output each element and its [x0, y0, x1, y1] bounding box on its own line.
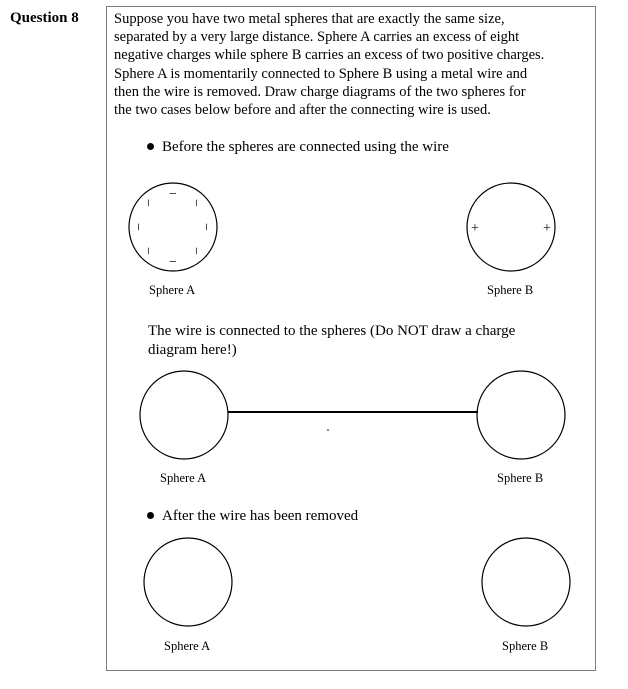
wire-sphere-b-label: Sphere B: [497, 471, 544, 485]
prompt-line: negative charges while sphere B carries an excess of two positive charges.: [114, 47, 545, 64]
sphere-a-charges: [130, 187, 213, 270]
before-sphere-b[interactable]: [467, 183, 555, 271]
question-number: Question 8: [10, 10, 79, 26]
charge-symbol: −: [188, 199, 203, 207]
wire-sphere-a: [140, 371, 228, 459]
wire-instruction-line: diagram here!): [148, 342, 237, 358]
prompt-line: then the wire is removed. Draw charge diagrams of the two spheres for: [114, 83, 526, 100]
after-bullet-text: After the wire has been removed: [162, 508, 359, 524]
before-sphere-a-label: Sphere A: [149, 283, 196, 297]
sphere-b-charges: [471, 221, 551, 236]
after-sphere-b-label: Sphere B: [502, 639, 549, 653]
bullet-icon: [147, 512, 154, 519]
charge-symbol: −: [140, 199, 155, 207]
prompt-line: the two cases below before and after the connecting wire is used.: [114, 102, 491, 119]
charge-symbol: −: [169, 187, 177, 202]
charge-symbol: +: [543, 221, 551, 236]
prompt-line: Suppose you have two metal spheres that are exactly the same size,: [114, 11, 505, 27]
stray-dot: [327, 429, 329, 431]
wire-sphere-b: [477, 371, 565, 459]
prompt-line: Sphere A is momentarily connected to Sphere B using a metal wire and: [114, 65, 528, 82]
charge-symbol: −: [188, 247, 203, 255]
charge-symbol: −: [140, 247, 155, 255]
after-sphere-a[interactable]: [144, 538, 232, 626]
wire-sphere-a-label: Sphere A: [160, 471, 207, 485]
wire-instruction-line: The wire is connected to the spheres (Do NOT draw a charge: [148, 323, 516, 339]
before-bullet-text: Before the spheres are connected using the wire: [162, 139, 449, 155]
charge-symbol: −: [198, 223, 213, 231]
charge-symbol: −: [169, 255, 177, 270]
prompt-line: separated by a very large distance. Sphere A carries an excess of eight: [114, 29, 520, 46]
after-sphere-a-label: Sphere A: [164, 639, 211, 653]
charge-symbol: −: [130, 223, 145, 231]
after-sphere-b[interactable]: [482, 538, 570, 626]
charge-symbol: +: [471, 221, 479, 236]
before-sphere-b-label: Sphere B: [487, 283, 534, 297]
after-bullet: [147, 508, 358, 525]
wire-instruction: [148, 322, 568, 360]
